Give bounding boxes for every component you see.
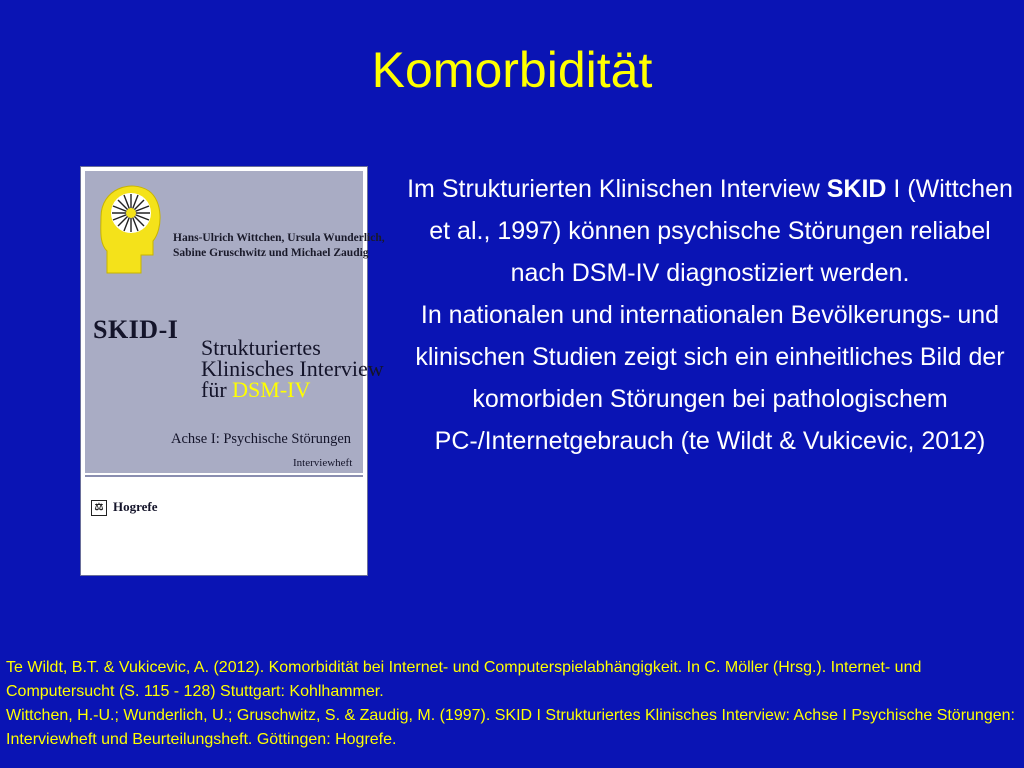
body-paragraph-2: In nationalen und internationalen Bevölkerungs- und klinischen Studien zeigt sich ein einheitliches Bild der komorbiden Störungen bei pathologischem PC-/Internetgebrauch (te Wildt & Vukicevic, 2012) — [415, 301, 1005, 455]
book-cover-image — [80, 166, 385, 576]
book-authors-line-2: Sabine Gruschwitz und Michael Zaudig — [173, 247, 369, 259]
body-paragraph-1 — [400, 168, 1020, 294]
book-title-prefix: für — [201, 377, 233, 402]
book-booklet-label: Interviewheft — [293, 457, 353, 469]
references — [6, 656, 1022, 752]
body-paragraph-1-end: I (Wittchen et al., 1997) können psychische Störungen reliabel nach DSM-IV diagnostiziert werden. — [429, 175, 1013, 287]
book-series-label: SKID-I — [93, 315, 179, 344]
book-title-line-2: Klinisches Interview — [201, 356, 384, 381]
book-authors-line-1: Hans-Ulrich Wittchen, Ursula Wunderlich, — [173, 232, 385, 244]
book-divider — [85, 475, 363, 477]
body-paragraph-1-start: Im Strukturierten Klinischen Interview — [407, 175, 820, 203]
head-logo-icon — [91, 177, 163, 277]
slide-title: Komorbidität — [371, 42, 653, 98]
book-authors — [173, 231, 385, 261]
book-title — [201, 337, 384, 400]
book-publisher: Hogrefe — [113, 499, 158, 514]
slide-body — [400, 168, 1020, 462]
book-title-line-3 — [201, 379, 384, 400]
reference-2: Wittchen, H.-U.; Wunderlich, U.; Gruschwitz, S. & Zaudig, M. (1997). SKID I Strukturiertes Klinisches Interview: Achse I Psychische Störungen: Interviewheft und Beurteilungsheft. Göttingen: Hogrefe. — [6, 707, 1015, 748]
book-title-dsm: DSM-IV — [232, 377, 311, 402]
book-title-line-1: Strukturiertes — [201, 335, 321, 360]
reference-1: Te Wildt, B.T. & Vukicevic, A. (2012). Komorbidität bei Internet- und Computerspielabhängigkeit. In C. Möller (Hrsg.). Internet- und Computersucht (S. 115 - 128) Stuttgart: Kohlhammer. — [6, 659, 922, 700]
publisher-logo-icon: ⚖ — [91, 500, 107, 516]
skid-emphasis: SKID — [826, 175, 887, 203]
book-axis-label: Achse I: Psychische Störungen — [171, 431, 352, 447]
